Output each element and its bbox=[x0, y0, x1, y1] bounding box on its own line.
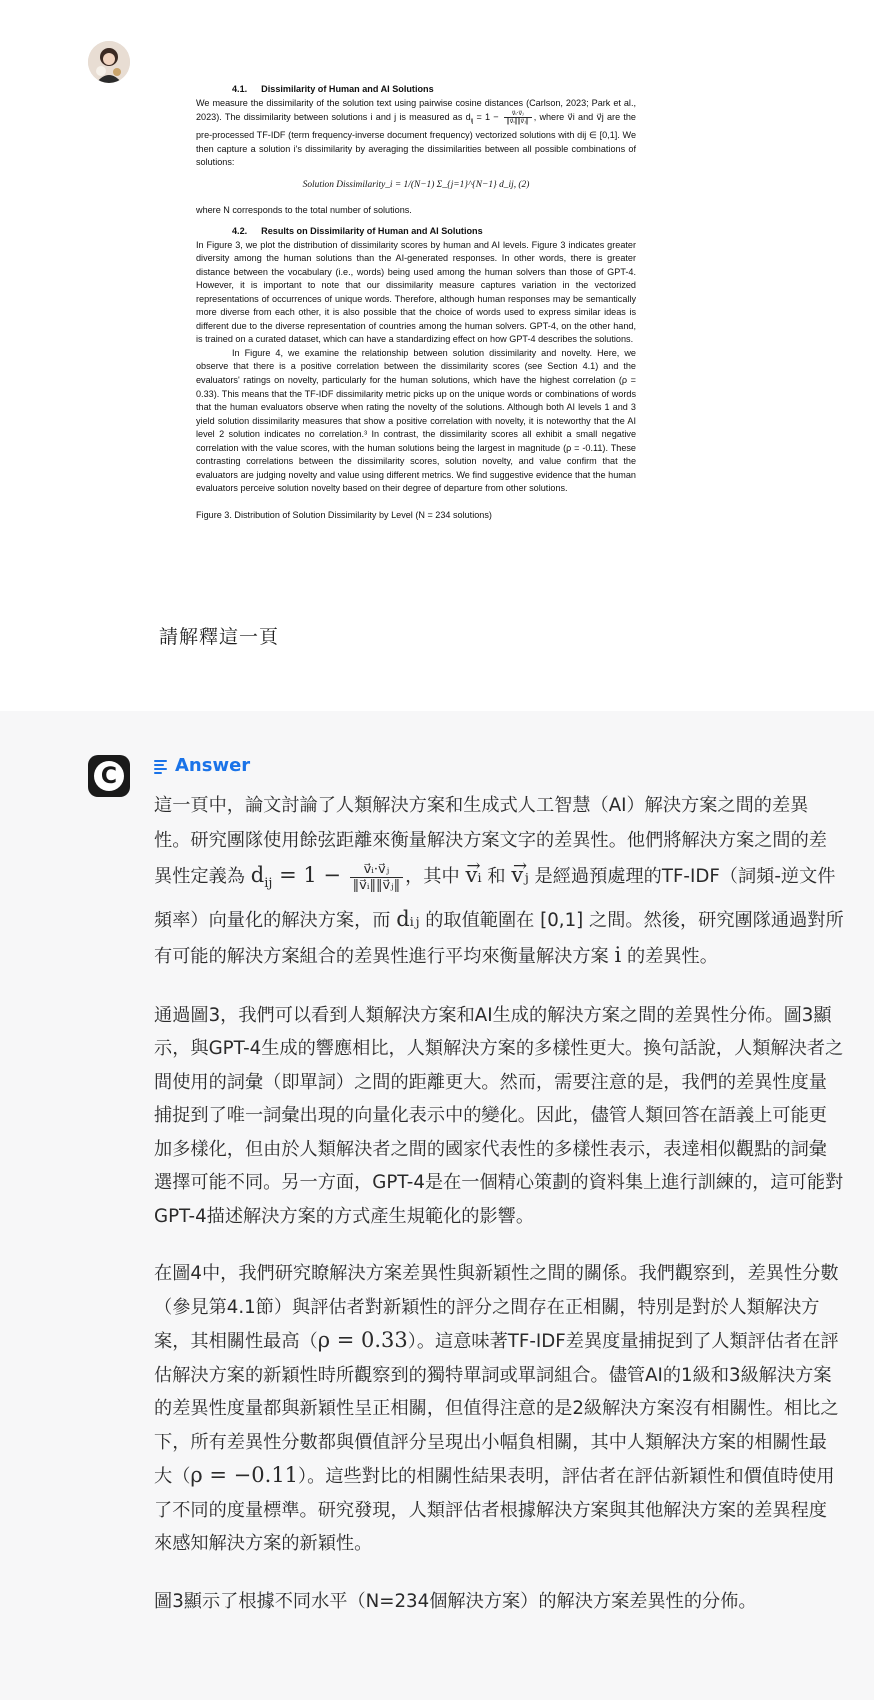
user-avatar[interactable] bbox=[88, 41, 130, 83]
assistant-avatar bbox=[88, 755, 130, 797]
dissimilarity-equation: Solution Dissimilarity_i = 1/(N−1) Σ_{j=1}^{N−1} d_ij, (2) bbox=[302, 179, 530, 190]
user-avatar-image bbox=[88, 41, 130, 83]
section-4-2-heading: 4.2. Results on Dissimilarity of Human and AI Solutions bbox=[232, 226, 483, 237]
answer-paragraph-1: 這一頁中，論文討論了人類解決方案和生成式人工智慧（AI）解決方案之間的差異性。研究團隊使用餘弦距離來衡量解決方案文字的差異性。他們將解決方案之間的差異性定義為 $d_{ij} = 1$ − $\frac{\text{v⃗ᵢ·v⃗ⱼ}}{\text{‖v⃗ᵢ‖‖v⃗ⱼ‖}}$ ，其中 → vᵢ 和 → vⱼ 是經過預處理的TF-IDF（詞頻-逆文件頻率）向量化的解決方案，而 dᵢⱼ 的取值範圍在 [0,1] 之間。然後，研究團隊通過對所有可能的解決方案組合的差異性進行平均來衡量解決方案 i 的差異性。 bbox=[154, 789, 844, 975]
answer-lines-icon bbox=[154, 759, 169, 773]
section-4-2-para-1: In Figure 3, we plot the distribution of dissimilarity scores by human and AI levels. Figure 3 indicates greater diversity among the human solutions than the AI-generated responses. In other words, there is greater distance between the vocabulary (i.e., words) being used among the human solvers than those of GPT-4. However, it is important to note that our dissimilarity measure captures variation in the vectorized representations of occurrences of unique words. Therefore, although human responses may be semantically more diverse from each other, it is also possible that the choice of words used to express similar ideas is different due to the diverse representation of countries among the human solvers. GPT-4, on the other hand, is trained on a curated dataset, which can have a standardizing effect on how GPT-4 describes the solutions. bbox=[196, 239, 636, 345]
figure-3-caption: Figure 3. Distribution of Solution Dissimilarity by Level (N = 234 solutions) bbox=[196, 509, 492, 520]
user-message-section bbox=[0, 0, 874, 711]
section-4-1-heading: 4.1. Dissimilarity of Human and AI Solutions bbox=[232, 84, 434, 94]
answer-paragraph-4: 圖3顯示了根據不同水平（N=234個解決方案）的解決方案差異性的分佈。 bbox=[154, 1590, 757, 1612]
answer-header bbox=[154, 755, 250, 776]
user-message-text: 請解釋這一頁 bbox=[159, 626, 280, 648]
section-4-2-para-2: In Figure 4, we examine the relationship between solution dissimilarity and novelty. Here, we observe that there is a positive correlation between the dissimilarity scores (see Section 4.1) and the evaluators' ratings on novelty, particularly for the human solutions, which have the highest correlation (ρ = 0.33). This means that the TF-IDF dissimilarity metric picks up on the unique words or combinations of words that the human evaluators observe when rating the novelty of the solutions. Although both AI levels 1 and 3 yield solution dissimilarity measures that show a positive correlation with novelty, it is noteworthy that the AI level 2 solution indicates no correlation.³ In contrast, the dissimilarity scores all exhibit a small negative correlation with the value scores, with the human solutions being the largest in magnitude (ρ = -0.11). These contrasting correlations between the dissimilarity scores, solution novelty, and value confirm that the evaluators are judging novelty and value using different metrics. We find suggestive evidence that the human evaluators perceive solution novelty based on their degree of departure from other solutions. bbox=[196, 347, 636, 494]
answer-label: Answer bbox=[175, 755, 251, 776]
section-4-1-text: We measure the dissimilarity of the solution text using pairwise cosine distances (Carlson, 2023; Park et al., 2023). The dissimilarity between solutions i and j is measured as $d_{ij} = 1$ − $\frac{\text{v⃗ᵢ·v⃗ⱼ}}{\text{‖v⃗ᵢ‖‖v⃗ⱼ‖}}$ , where v⃗i and v⃗j are the pre-processed TF-IDF (term frequency-inverse document frequency) vectorized solutions with dij ∈ [0,1]. We then capture a solution i's dissimilarity by averaging the dissimilarities between all possible combinations of solutions: bbox=[196, 97, 637, 168]
pasted-paper-image bbox=[196, 83, 636, 580]
where-n-text: where N corresponds to the total number of solutions. bbox=[196, 204, 412, 215]
answer-paragraph-2: 通過圖3，我們可以看到人類解決方案和AI生成的解決方案之間的差異性分佈。圖3顯示，與GPT-4生成的響應相比，人類解決方案的多樣性更大。換句話說，人類解決者之間使用的詞彙（即單詞）之間的距離更大。然而，需要注意的是，我們的差異性度量捕捉到了唯一詞彙出現的向量化表示中的變化。因此，儘管人類回答在語義上可能更加多樣化，但由於人類解決者之間的國家代表性的多樣性表示，表達相似觀點的詞彙選擇可能不同。另一方面，GPT-4是在一個精心策劃的資料集上進行訓練的，這可能對GPT-4描述解決方案的方式產生規範化的影響。 bbox=[154, 1004, 844, 1227]
answer-body bbox=[154, 789, 844, 1618]
assistant-logo-icon: C bbox=[94, 761, 124, 791]
answer-paragraph-3: 在圖4中，我們研究瞭解決方案差異性與新穎性之間的關係。我們觀察到，差異性分數（參見第4.1節）與評估者對新穎性的評分之間存在正相關，特別是對於人類解決方案，其相關性最高（ρ = 0.33）。這意味著TF-IDF差異度量捕捉到了人類評估者在評估解決方案的新穎性時所觀察到的獨特單詞或單詞組合。儘管AI的1級和3級解決方案的差異性度量都與新穎性呈正相關，但值得注意的是2級解決方案沒有相關性。相比之下，所有差異性分數都與價值評分呈現出小幅負相關，其中人類解決方案的相關性最大（ρ = −0.11）。這些對比的相關性結果表明，評估者在評估新穎性和價值時使用了不同的度量標準。研究發現，人類評估者根據解決方案與其他解決方案的差異程度來感知解決方案的新穎性。 bbox=[154, 1263, 839, 1555]
cosine-fraction: $\frac{\text{v⃗ᵢ·v⃗ⱼ}}{\text{‖v⃗ᵢ‖‖v⃗ⱼ‖}}$ bbox=[350, 862, 403, 893]
answer-section bbox=[0, 711, 874, 1700]
